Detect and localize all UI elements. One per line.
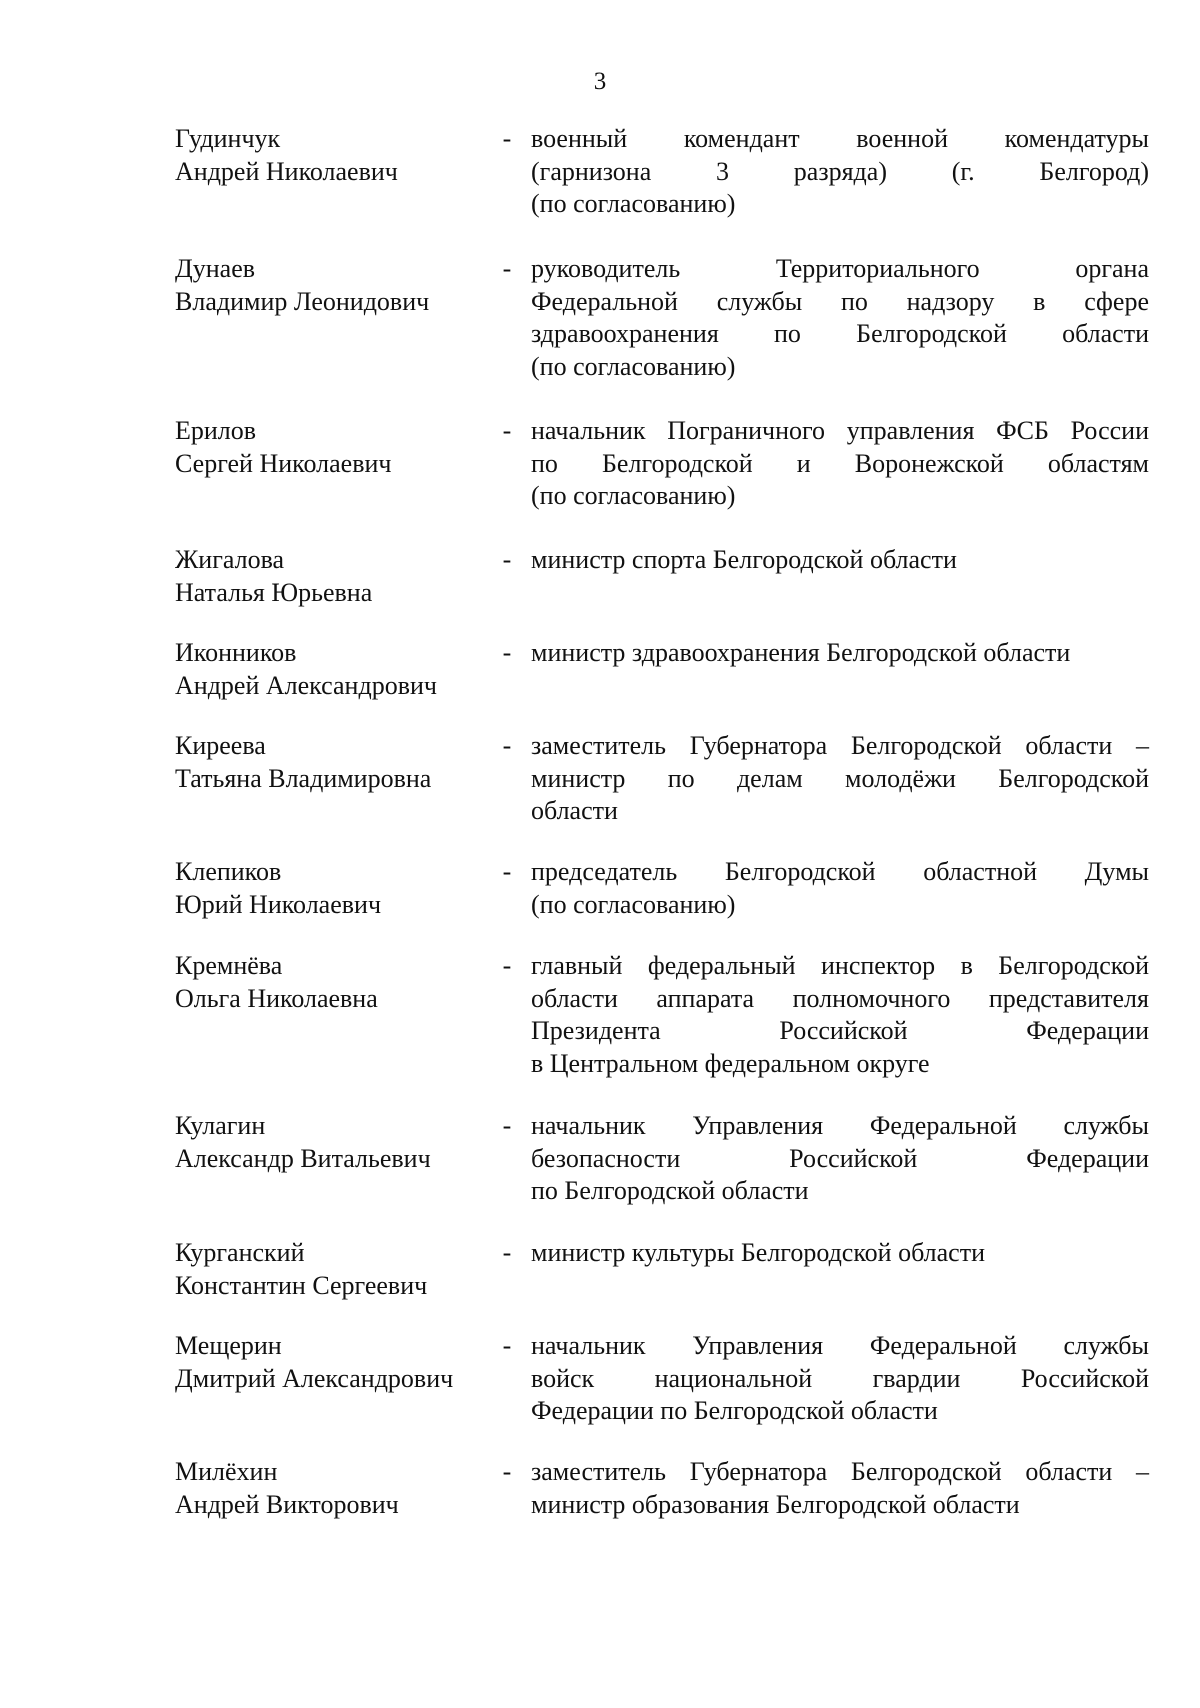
member-surname: Дунаев [175,254,256,283]
member-surname: Кремнёва [175,951,283,980]
member-given-name: Андрей Викторович [175,1489,399,1519]
member-name [175,123,485,188]
member-position [531,544,1149,577]
member-given-name: Андрей Александрович [175,670,437,700]
member-name [175,730,485,795]
member-surname: Иконников [175,638,297,667]
position-line: руководитель Территориального органа [531,254,1149,283]
member-position [531,1237,1149,1270]
position-line: (гарнизона 3 разряда) (г. Белгород) [531,156,1149,186]
position-line: военный комендант военной комендатуры [531,124,1149,153]
member-dash: - [502,254,512,283]
position-line: начальник Пограничного управления ФСБ России [531,416,1149,445]
position-line: Федеральной службы по надзору в сфере [531,286,1149,316]
member-position [531,253,1149,383]
member-dash: - [502,731,512,760]
position-line: заместитель Губернатора Белгородской области – [531,1457,1149,1486]
member-position [531,123,1149,221]
member-given-name: Сергей Николаевич [175,448,392,478]
member-dash: - [502,1331,512,1360]
member-position [531,730,1149,828]
member-position [531,1456,1149,1521]
member-surname: Ерилов [175,416,257,445]
position-line: Федерации по Белгородской области [531,1396,938,1425]
position-line: председатель Белгородской областной Думы [531,857,1149,886]
member-position [531,1110,1149,1208]
member-name [175,1330,485,1395]
member-name [175,415,485,480]
member-surname: Милёхин [175,1457,278,1486]
member-name [175,253,485,318]
position-line: начальник Управления Федеральной службы [531,1331,1149,1360]
member-given-name: Юрий Николаевич [175,889,382,919]
member-given-name: Андрей Николаевич [175,156,398,186]
member-position [531,950,1149,1080]
member-dash: - [502,638,512,667]
position-line: в Центральном федеральном округе [531,1048,930,1078]
member-given-name: Наталья Юрьевна [175,577,373,607]
position-line: области аппарата полномочного представителя [531,983,1149,1013]
member-given-name: Дмитрий Александрович [175,1363,454,1393]
member-dash: - [502,545,512,574]
member-given-name: Владимир Леонидович [175,286,430,316]
member-surname: Жигалова [175,545,285,574]
member-dash: - [502,951,512,980]
page-number: 3 [593,68,607,95]
position-line: министр по делам молодёжи Белгородской [531,763,1149,793]
position-line: (по согласованию) [531,481,736,510]
position-line: заместитель Губернатора Белгородской области – [531,731,1149,760]
member-given-name: Константин Сергеевич [175,1270,428,1300]
member-name [175,1110,485,1175]
member-name [175,637,485,702]
member-position [531,1330,1149,1428]
member-name [175,1237,485,1302]
member-name [175,1456,485,1521]
position-line: Президента Российской Федерации [531,1016,1149,1045]
member-position [531,856,1149,921]
position-line: главный федеральный инспектор в Белгородской [531,951,1149,980]
member-surname: Киреева [175,731,266,760]
position-line: министр образования Белгородской области [531,1489,1020,1519]
member-dash: - [502,124,512,153]
position-line: министр культуры Белгородской области [531,1238,985,1267]
member-dash: - [502,1457,512,1486]
position-line: (по согласованию) [531,351,736,381]
position-line: (по согласованию) [531,889,736,919]
position-line: министр здравоохранения Белгородской области [531,638,1071,667]
position-line: по Белгородской и Воронежской областям [531,448,1149,478]
member-name [175,950,485,1015]
position-line: (по согласованию) [531,189,736,218]
member-position [531,637,1149,670]
position-line: безопасности Российской Федерации [531,1143,1149,1173]
member-dash: - [502,1111,512,1140]
member-given-name: Ольга Николаевна [175,983,378,1013]
member-surname: Клепиков [175,857,282,886]
member-given-name: Татьяна Владимировна [175,763,432,793]
member-given-name: Александр Витальевич [175,1143,431,1173]
position-line: области [531,796,618,825]
member-surname: Мещерин [175,1331,282,1360]
position-line: по Белгородской области [531,1176,809,1205]
member-dash: - [502,1238,512,1267]
member-dash: - [502,416,512,445]
member-surname: Кулагин [175,1111,266,1140]
member-position [531,415,1149,513]
position-line: начальник Управления Федеральной службы [531,1111,1149,1140]
member-surname: Гудинчук [175,124,281,153]
member-dash: - [502,857,512,886]
position-line: войск национальной гвардии Российской [531,1363,1149,1393]
member-surname: Курганский [175,1238,305,1267]
position-line: министр спорта Белгородской области [531,545,957,574]
position-line: здравоохранения по Белгородской области [531,319,1149,348]
member-name [175,544,485,609]
member-name [175,856,485,921]
